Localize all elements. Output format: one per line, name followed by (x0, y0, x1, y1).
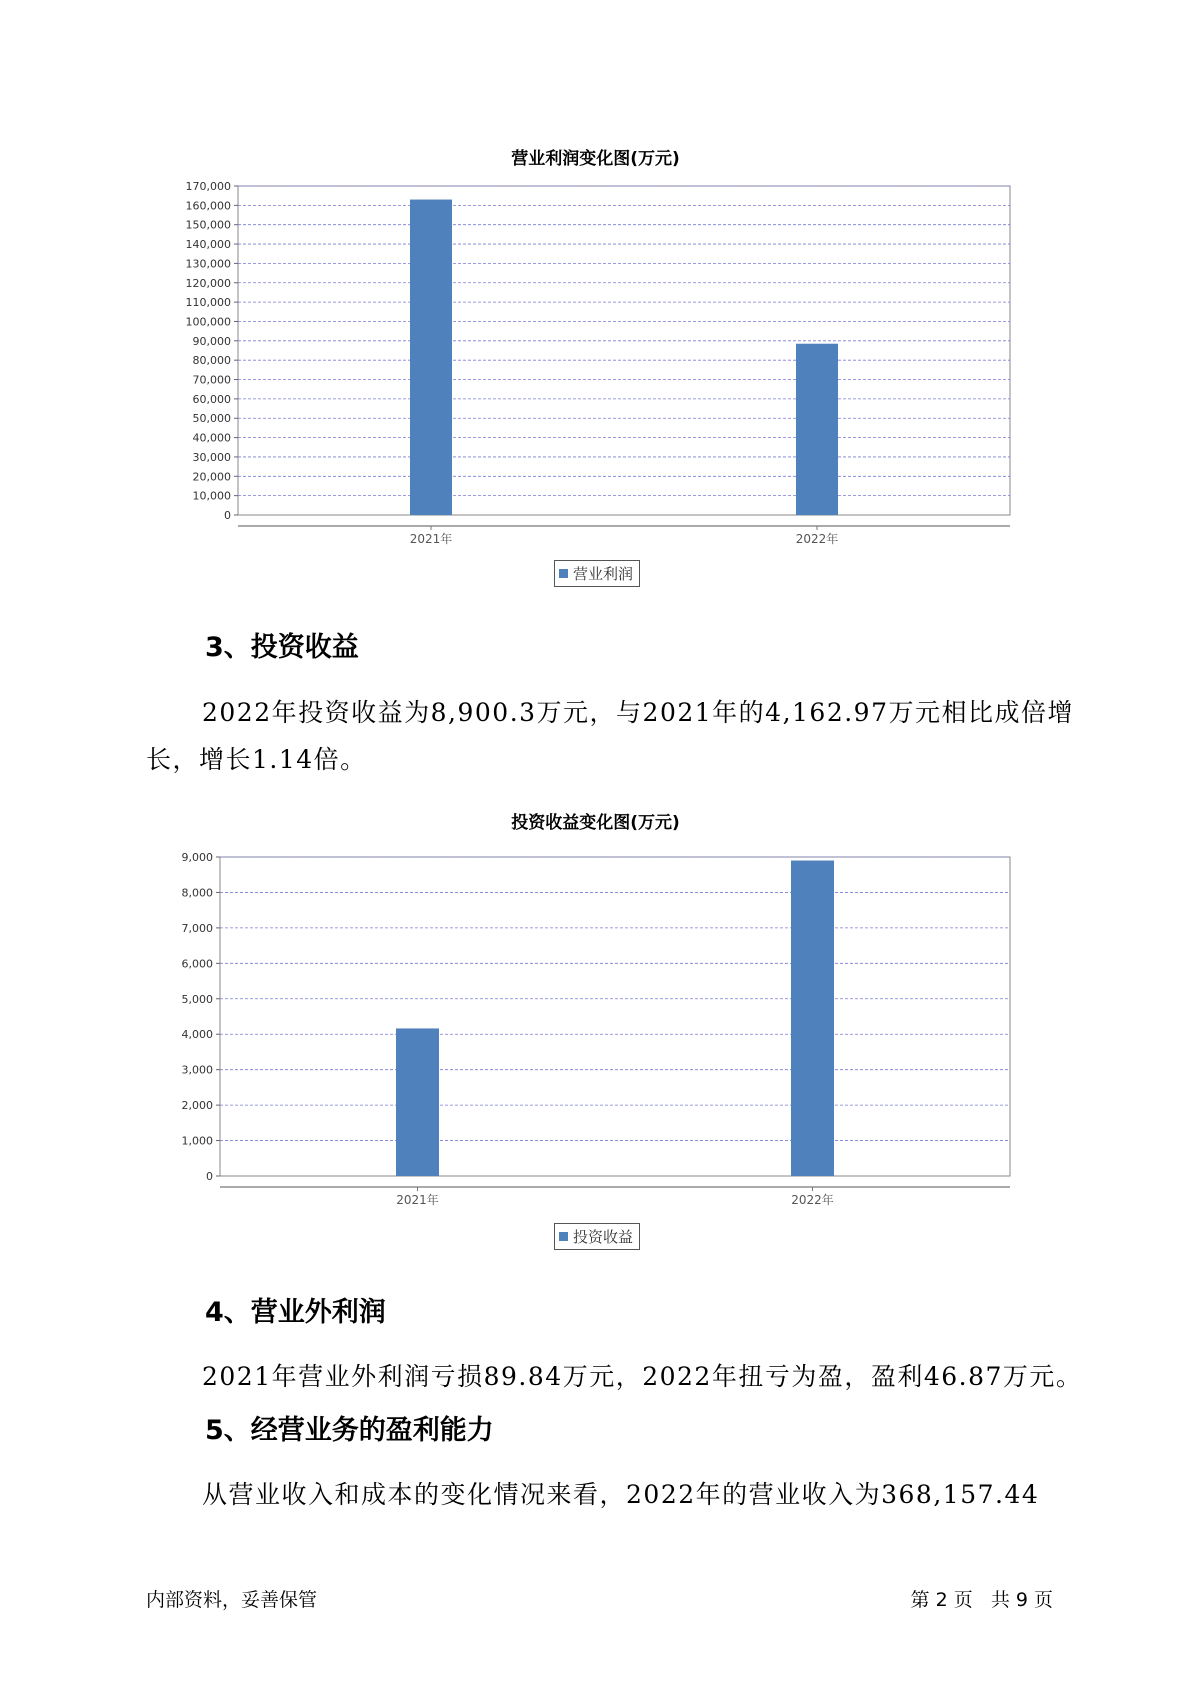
y-tick-label: 80,000 (192, 354, 231, 368)
chart2-legend-label: 投资收益 (573, 1228, 634, 1246)
chart2-legend (554, 1223, 640, 1250)
chart2-investment-income (0, 840, 1191, 1220)
y-tick-label: 20,000 (192, 470, 231, 484)
x-tick-label: 2021年 (396, 1193, 439, 1207)
section5-paragraph-line1: 从营业收入和成本的变化情况来看，2022年的营业收入为368,157.44 (202, 1480, 1040, 1509)
y-tick-label: 3,000 (181, 1063, 213, 1077)
y-tick-label: 60,000 (192, 392, 231, 406)
y-tick-label: 30,000 (192, 450, 231, 464)
y-tick-label: 8,000 (181, 886, 213, 900)
y-tick-label: 100,000 (185, 315, 231, 329)
chart1-title: 营业利润变化图(万元) (511, 149, 680, 169)
y-tick-label: 0 (224, 509, 231, 522)
y-tick-label: 10,000 (192, 489, 231, 503)
y-tick-label: 4,000 (181, 1028, 213, 1042)
section3-paragraph-line1: 2022年投资收益为8,900.3万元，与2021年的4,162.97万元相比成倍增 (202, 698, 1074, 727)
bar-2022年 (791, 861, 834, 1176)
y-tick-label: 7,000 (181, 921, 213, 935)
chart1-legend (554, 560, 640, 587)
x-tick-label: 2021年 (409, 532, 453, 546)
y-tick-label: 170,000 (185, 180, 231, 193)
footer-page-number: 第 2 页 共 9 页 (910, 1589, 1053, 1611)
plot-area (220, 857, 1010, 1176)
plot-area (238, 186, 1010, 515)
y-tick-label: 90,000 (192, 334, 231, 348)
y-tick-label: 110,000 (185, 296, 231, 310)
section4-heading: 4、营业外利润 (205, 1297, 386, 1328)
bar-2022年 (796, 344, 838, 515)
y-tick-label: 50,000 (192, 412, 231, 426)
y-tick-label: 70,000 (192, 373, 231, 387)
footer-confidential-note: 内部资料，妥善保管 (146, 1589, 318, 1611)
y-tick-label: 5,000 (181, 992, 213, 1006)
y-tick-label: 9,000 (181, 851, 213, 864)
section3-heading: 3、投资收益 (205, 632, 359, 663)
y-tick-label: 2,000 (181, 1099, 213, 1113)
section4-paragraph-line1: 2021年营业外利润亏损89.84万元，2022年扭亏为盈，盈利46.87万元。 (202, 1362, 1083, 1391)
bar-2021年 (410, 200, 452, 515)
y-tick-label: 0 (206, 1170, 213, 1183)
y-tick-label: 140,000 (185, 238, 231, 252)
y-tick-label: 1,000 (181, 1134, 213, 1148)
y-tick-label: 130,000 (185, 257, 231, 271)
y-tick-label: 150,000 (185, 218, 231, 232)
chart1-legend-label: 营业利润 (573, 565, 634, 583)
bar-2021年 (396, 1028, 439, 1176)
legend-swatch-icon (559, 569, 568, 578)
chart2-title: 投资收益变化图(万元) (511, 813, 680, 833)
y-tick-label: 6,000 (181, 957, 213, 971)
x-tick-label: 2022年 (795, 532, 839, 546)
legend-swatch-icon (559, 1232, 568, 1241)
y-tick-label: 40,000 (192, 431, 231, 445)
section5-heading: 5、经营业务的盈利能力 (205, 1415, 494, 1446)
y-tick-label: 120,000 (185, 276, 231, 290)
section3-paragraph-line2: 长，增长1.14倍。 (146, 745, 367, 774)
y-tick-label: 160,000 (185, 199, 231, 213)
x-tick-label: 2022年 (791, 1193, 834, 1207)
chart1-operating-profit (0, 170, 1191, 550)
